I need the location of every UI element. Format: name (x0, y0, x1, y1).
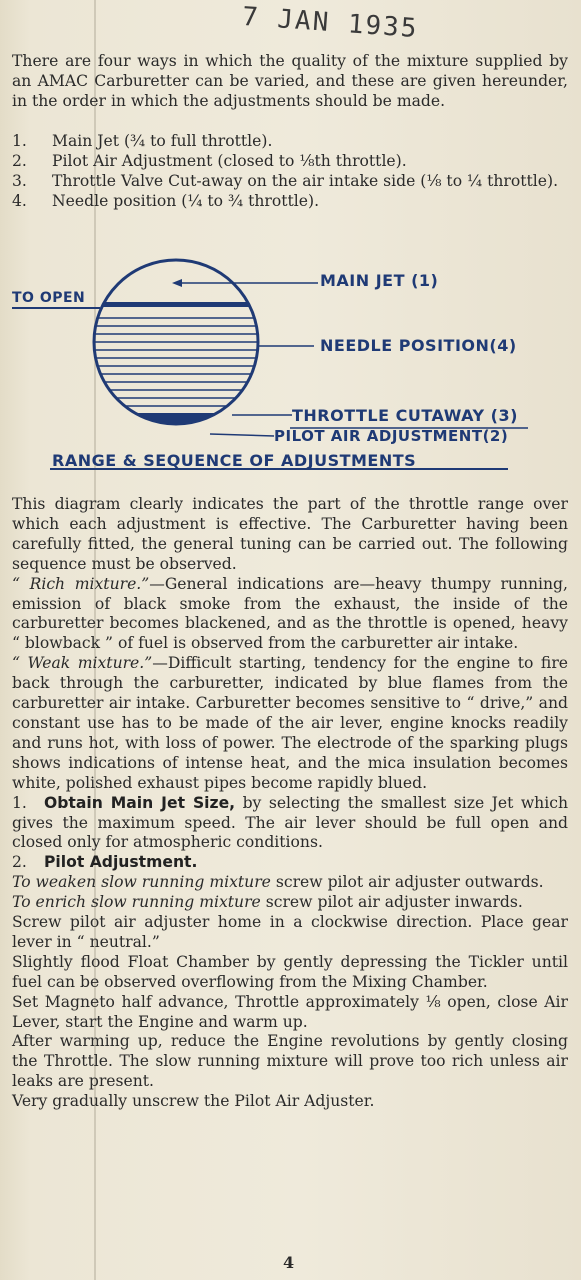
weak-mixture-paragraph: “ Weak mixture.”—Difficult starting, tendency for the engine to fire back through the carburetter, indicated by blue flames from the carburetter air intake. Carburetter becomes sensitive to “ drive,” and constant use has to be made of the air lever, engine knocks readily and runs hot, with loss of power. The electrode of the sparking plugs shows indications of intense heat, and the mica insulation becomes white, polished exhaust pipes become rapidly blued. (12, 654, 569, 792)
diagram-paragraph: This diagram clearly indicates the part of the throttle range over which each adjustment is effective. The Carburetter having been carefully fitted, the general tuning can be carried out. The following sequence must be observed. (12, 495, 568, 573)
list-item: 3. Throttle Valve Cut-away on the air intake side (⅛ to ¼ throttle). (12, 171, 559, 190)
final-instruction: Very gradually unscrew the Pilot Air Adjuster. (12, 1092, 375, 1111)
magneto-paragraph: Set Magneto half advance, Throttle approximately ⅛ open, close Air Lever, start the Engine and warm up. (12, 992, 568, 1031)
throttle-diagram-svg (0, 258, 581, 478)
intro-paragraph: There are four ways in which the quality of the mixture supplied by an AMAC Carburetter can be varied, and these are given hereunder, in the order in which the adjustments should be made. (12, 52, 568, 110)
list-item: 4. Needle position (¼ to ¾ throttle). (12, 191, 320, 210)
needle-position-label: NEEDLE POSITION(4) (320, 336, 517, 355)
step-main-jet: 1. Obtain Main Jet Size, by selecting the smallest size Jet which gives the maximum speed. The air lever should be full open and closed only for atmospheric conditions. (12, 793, 568, 852)
list-item: 1. Main Jet (¾ to full throttle). (12, 132, 273, 150)
after-warming-paragraph: After warming up, reduce the Engine revolutions by gently closing the Throttle. The slow running mixture will prove too rich unless air leaks are present. (12, 1032, 568, 1091)
screw-paragraph: Screw pilot air adjuster home in a clockwise direction. Place gear lever in “ neutral.” (12, 913, 568, 951)
list-item: 2. Pilot Air Adjustment (closed to ⅛th throttle). (12, 151, 407, 170)
diagram-caption: RANGE & SEQUENCE OF ADJUSTMENTS (52, 451, 417, 470)
range-diagram (0, 258, 581, 478)
body-text (12, 495, 568, 1112)
page-number: 4 (283, 1253, 295, 1272)
throttle-cutaway-label: THROTTLE CUTAWAY (3) (292, 406, 518, 425)
weaken-paragraph: To weaken slow running mixture screw pilot air adjuster outwards. (12, 873, 544, 892)
date-stamp: 7 JAN 1935 (241, 1, 420, 45)
step-pilot-adjustment: 2. Pilot Adjustment. (12, 853, 198, 872)
enrich-paragraph: To enrich slow running mixture screw pilot air adjuster inwards. (12, 893, 523, 912)
pilot-air-label: PILOT AIR ADJUSTMENT(2) (274, 427, 509, 445)
to-open-label: TO OPEN (12, 290, 86, 306)
main-jet-label: MAIN JET (1) (320, 271, 439, 290)
flood-paragraph: Slightly flood Float Chamber by gently depressing the Tickler until fuel can be observed overflowing from the Mixing Chamber. (12, 952, 568, 991)
adjustment-list (12, 132, 568, 212)
rich-mixture-paragraph: “ Rich mixture.”—General indications are—heavy thumpy running, emission of black smoke from the exhaust, the inside of the carburetter becomes blackened, and as the throttle is opened, heavy “ blowback ” of fuel is observed from the carburetter air intake. (12, 574, 568, 653)
